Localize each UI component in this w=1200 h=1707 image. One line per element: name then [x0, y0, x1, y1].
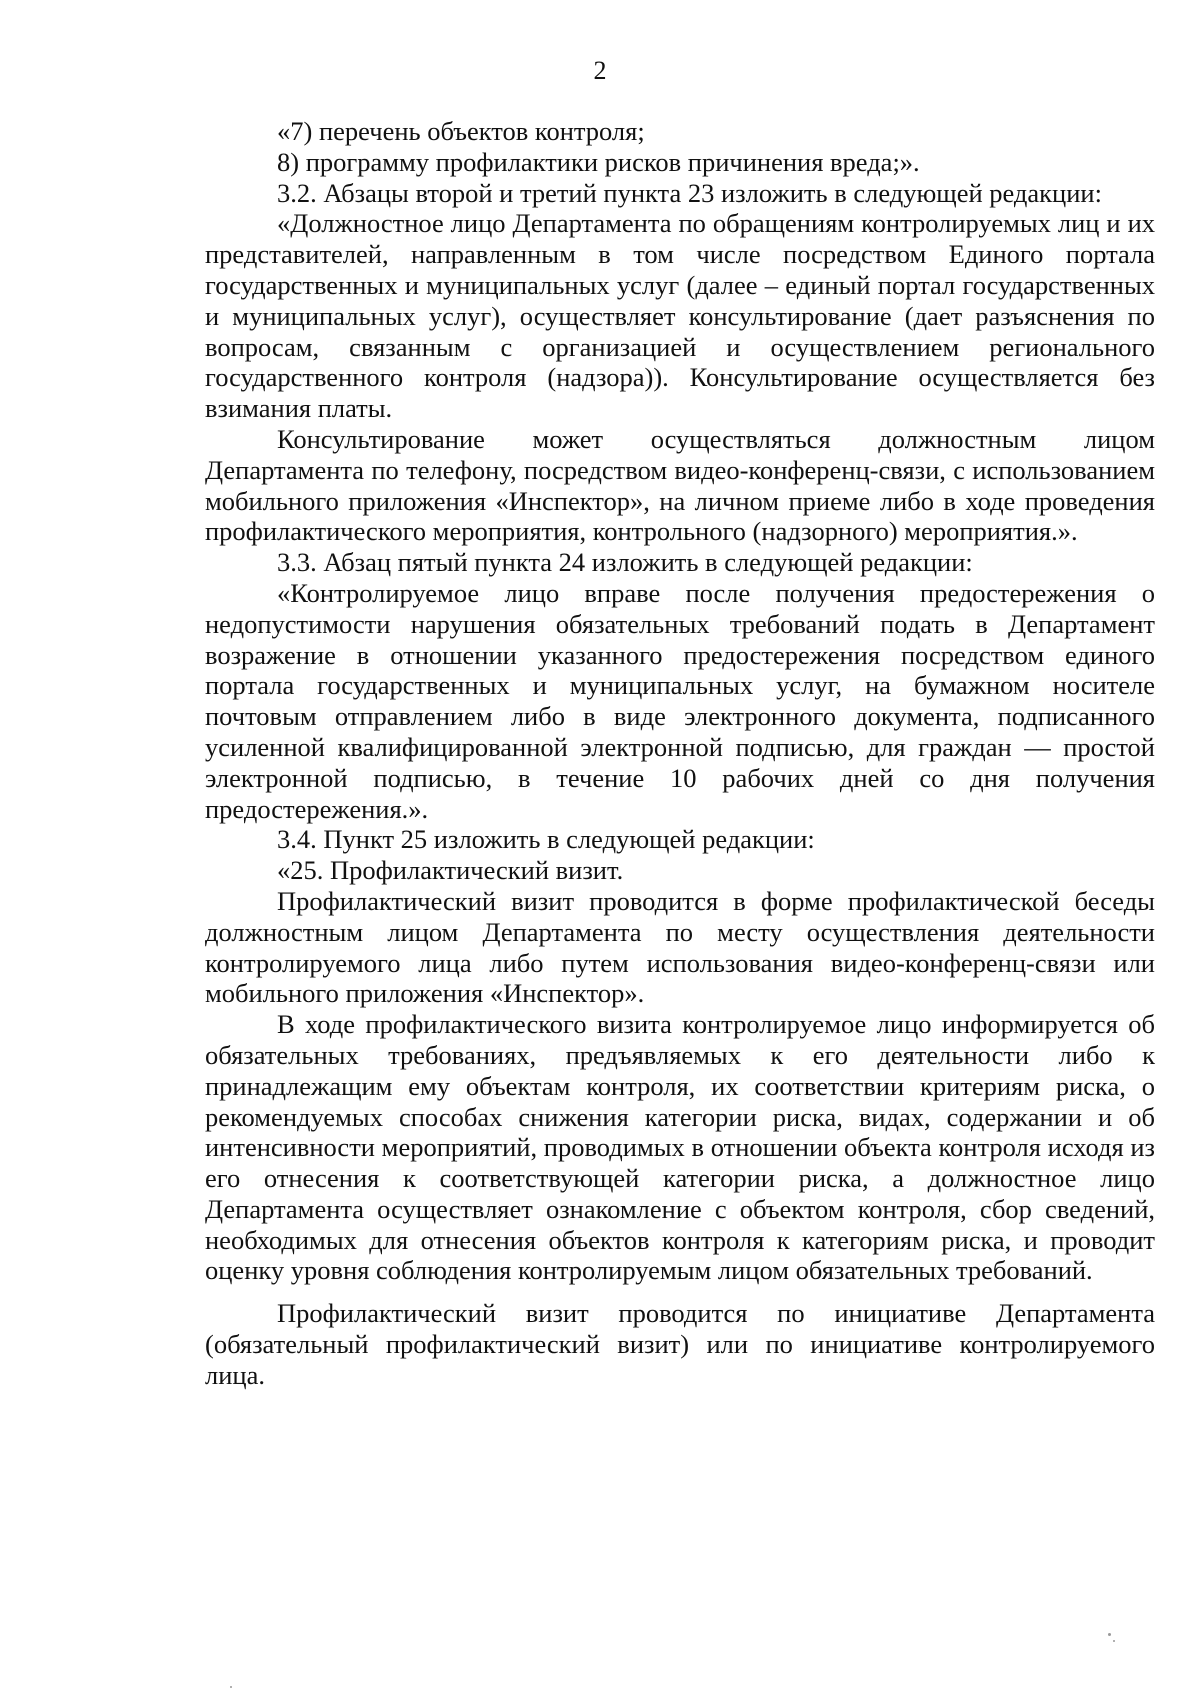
paragraph: 8) программу профилактики рисков причинения вреда;».	[277, 146, 920, 177]
paragraph: 3.4. Пункт 25 изложить в следующей редакции:	[277, 824, 815, 855]
page-number: 2	[593, 56, 607, 85]
scan-speck	[1108, 1633, 1111, 1636]
paragraph: Профилактический визит проводится по инициативе Департамента (обязательный профилактический визит) или по инициативе контролируемого лица.	[205, 1298, 1155, 1390]
paragraph: «Должностное лицо Департамента по обращениям контролируемых лиц и их представителей, направленным в том числе посредством Единого портала государственных и муниципальных услуг (далее – единый портал государственных и муниципальных услуг), осуществляет консультирование (дает разъяснения по вопросам, связанным с организацией и осуществлением регионального государственного контроля (надзора)). Консультирование осуществляется без взимания платы.	[205, 208, 1155, 424]
paragraph: «7) перечень объектов контроля;	[277, 116, 645, 146]
paragraph: 3.2. Абзацы второй и третий пункта 23 изложить в следующей редакции:	[277, 177, 1102, 208]
document-body	[205, 116, 1155, 1391]
paragraph: Профилактический визит проводится в форме профилактической беседы должностным лицом Департамента по месту осуществления деятельности контролируемого лица либо путем использования видео-конференц-связи или мобильного приложения «Инспектор».	[205, 885, 1155, 1009]
scan-speck	[1113, 1640, 1115, 1642]
paragraph: В ходе профилактического визита контролируемое лицо информируется об обязательных требованиях, предъявляемых к его деятельности либо к принадлежащим ему объектам контроля, их соответствии критериям риска, о рекомендуемых способах снижения категории риска, видах, содержании и об интенсивности мероприятий, проводимых в отношении объекта контроля исходя из его отнесения к соответствующей категории риска, а должностное лицо Департамента осуществляет ознакомление с объектом контроля, сбор сведений, необходимых для отнесения объектов контроля к категориям риска, и проводит оценку уровня соблюдения контролируемым лицом обязательных требований.	[205, 1009, 1155, 1286]
paragraph: 3.3. Абзац пятый пункта 24 изложить в следующей редакции:	[277, 547, 973, 578]
paragraph: «Контролируемое лицо вправе после получения предостережения о недопустимости нарушения обязательных требований подать в Департамент возражение в отношении указанного предостережения посредством единого портала государственных и муниципальных услуг, на бумажном носителе почтовым отправлением либо в виде электронного документа, подписанного усиленной квалифицированной электронной подписью, для граждан — простой электронной подписью, в течение 10 рабочих дней со дня получения предостережения.».	[205, 577, 1155, 824]
paragraph: Консультирование может осуществляться должностным лицом Департамента по телефону, посредством видео-конференц-связи, с использованием мобильного приложения «Инспектор», на личном приеме либо в ходе проведения профилактического мероприятия, контрольного (надзорного) мероприятия.».	[205, 423, 1155, 547]
paragraph: «25. Профилактический визит.	[277, 855, 624, 886]
scan-speck	[230, 1686, 232, 1688]
